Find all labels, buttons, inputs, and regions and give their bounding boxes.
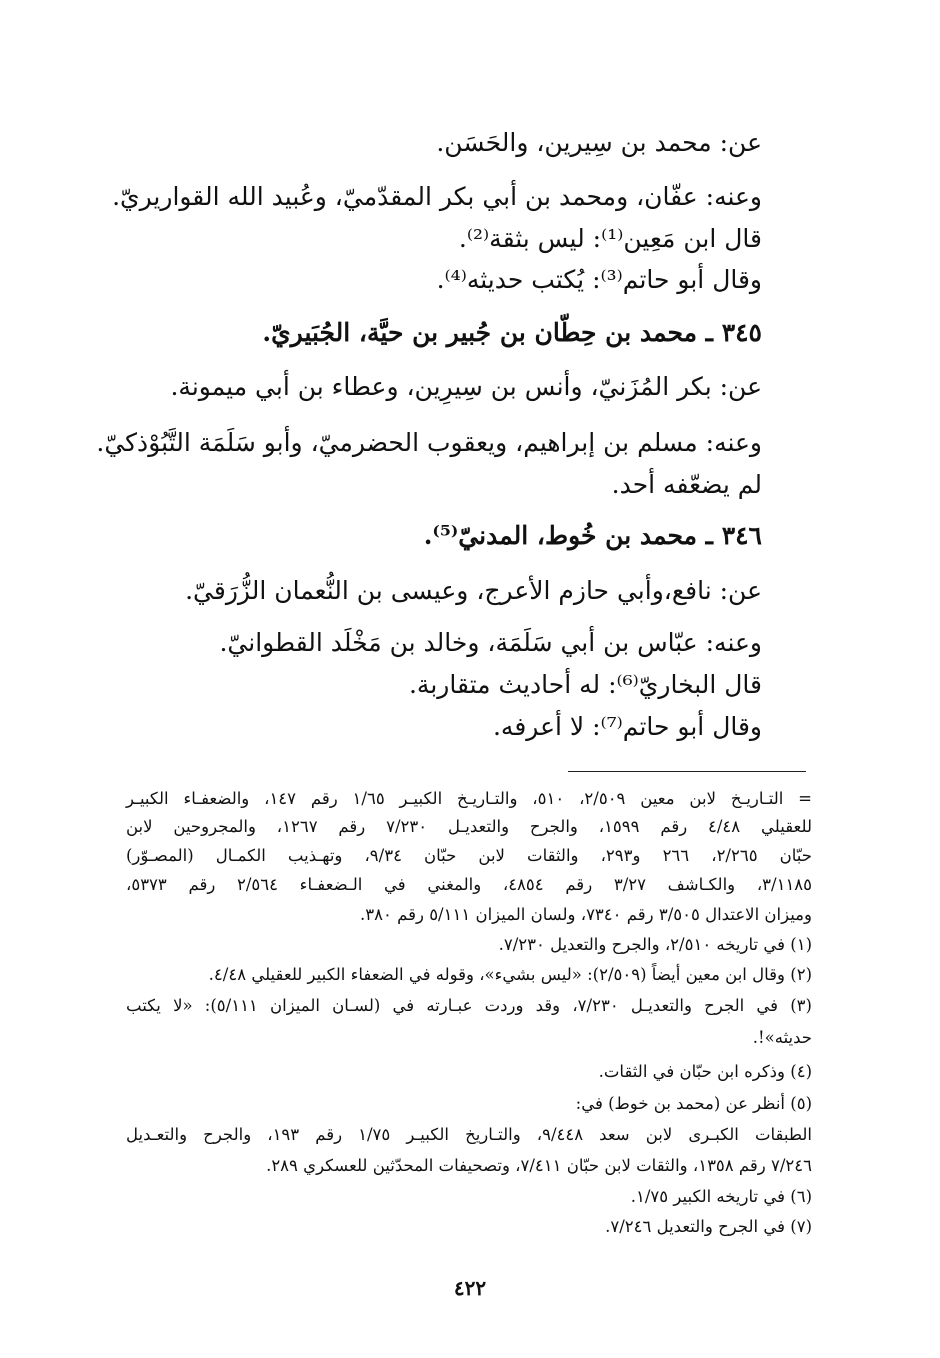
text-line-verdict: لم يضعّفه أحد. <box>611 470 762 499</box>
footnote-3-continuation: حديثه»!. <box>752 1028 812 1047</box>
text-line-narrators-to: وعنه: مسلم بن إبراهيم، ويعقوب الحضرميّ، وأبو سَلَمَة التَّبُوْذكيّ. <box>96 428 762 457</box>
footnote-continuation: ٣/١١٨٥، والكـاشف ٣/٢٧ رقم ٤٨٥٤، والمغني في الـضعفـاء ٢/٥٦٤ رقم ٥٣٧٣، <box>126 875 813 894</box>
footnote-separator <box>568 771 806 772</box>
text-line-narrators-from: عن: محمد بن سِيرين، والحَسَن. <box>436 128 762 157</box>
footnote-continuation: = التـاريـخ لابن معين ٢/٥٠٩، ٥١٠، والتـاريـخ الكبيـر ١/٦٥ رقم ١٤٧، والضعفـاء الكبيـر <box>126 789 812 808</box>
footnote-3: (٣) في الجرح والتعديـل ٧/٢٣٠، وقد وردت عبـارته في (لسـان الميزان ٥/١١١): «لا يكتب <box>126 996 812 1015</box>
footnote-continuation: للعقيلي ٤/٤٨ رقم ١٥٩٩، والجرح والتعديـل ٧/٢٣٠ رقم ١٢٦٧، والمجروحين لابن <box>126 817 812 836</box>
text-line-narrators-to: وعنه: عفّان، ومحمد بن أبي بكر المقدّميّ، وعُبيد الله القواريريّ. <box>112 182 762 211</box>
footnote-2: (٢) وقال ابن معين أيضاً (٢/٥٠٩): «ليس بشيء»، وقوله في الضعفاء الكبير للعقيلي ٤/٤٨. <box>208 965 812 984</box>
footnote-6: (٦) في تاريخه الكبير ١/٧٥. <box>630 1187 812 1206</box>
footnote-continuation: حبّان ٢/٢٦٥، ٢٦٦ و٢٩٣، والثقات لابن حبّان ٩/٣٤، وتهـذيب الكمـال (المصـوّر) <box>126 846 812 865</box>
footnote-5-continuation: الطبقات الكبـرى لابن سعد ٩/٤٤٨، والتـاريخ الكبيـر ١/٧٥ رقم ١٩٣، والجرح والتعـديل <box>126 1125 812 1144</box>
text-line-abu-hatim: وقال أبو حاتم⁽³⁾: يُكتب حديثه⁽⁴⁾. <box>436 265 762 294</box>
page-number: ٤٢٢ <box>453 1276 487 1300</box>
text-line-ibn-maeen: قال ابن مَعِين⁽¹⁾: ليس بثقة⁽²⁾. <box>458 224 762 253</box>
footnote-7: (٧) في الجرح والتعديل ٧/٢٤٦. <box>605 1217 812 1236</box>
text-line-narrators-from: عن: بكر المُزَنيّ، وأنس بن سِيرِين، وعطاء بن أبي ميمونة. <box>170 372 762 401</box>
text-line-abu-hatim: وقال أبو حاتم⁽⁷⁾: لا أعرفه. <box>492 712 762 741</box>
footnote-4: (٤) وذكره ابن حبّان في الثقات. <box>598 1062 812 1081</box>
footnote-continuation: وميزان الاعتدال ٣/٥٠٥ رقم ٧٣٤٠، ولسان الميزان ٥/١١١ رقم ٣٨٠. <box>360 905 812 924</box>
footnote-5: (٥) أنظر عن (محمد بن خوط) في: <box>575 1094 812 1113</box>
entry-heading-346: ٣٤٦ ـ محمد بن خُوط، المدنيّ⁽⁵⁾. <box>423 521 762 550</box>
text-line-narrators-to: وعنه: عبّاس بن أبي سَلَمَة، وخالد بن مَخْلَد القطوانيّ. <box>219 628 762 657</box>
entry-heading-345: ٣٤٥ ـ محمد بن حِطّان بن جُبير بن حيَّة، الجُبَيريّ. <box>262 318 762 347</box>
footnote-5-continuation: ٧/٢٤٦ رقم ١٣٥٨، والثقات لابن حبّان ٧/٤١١، وتصحيفات المحدّثين للعسكري ٢٨٩. <box>266 1156 812 1175</box>
text-line-bukhari: قال البخاريّ⁽⁶⁾: له أحاديث متقاربة. <box>408 670 762 699</box>
text-line-narrators-from: عن: نافع،وأبي حازم الأعرج، وعيسى بن النُّعمان الزُّرَقيّ. <box>185 576 762 605</box>
footnote-1: (١) في تاريخه ٢/٥١٠، والجرح والتعديل ٧/٢٣٠. <box>498 935 812 954</box>
